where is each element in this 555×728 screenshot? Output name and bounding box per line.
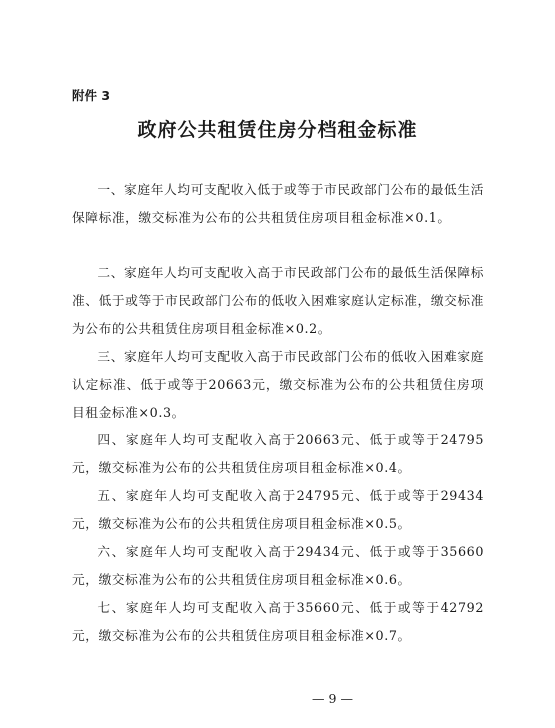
paragraph-4: 四、家庭年人均可支配收入高于20663元、低于或等于24795元，缴交标准为公布的公共租赁住房项目租金标准×0.4。: [72, 432, 484, 475]
paragraph-6: 六、家庭年人均可支配收入高于29434元、低于或等于35660元，缴交标准为公布的公共租赁住房项目租金标准×0.6。: [72, 544, 484, 587]
paragraph-2: 二、家庭年人均可支配收入高于市民政部门公布的最低生活保障标准、低于或等于市民政部门公布的低收入困难家庭认定标准，缴交标准为公布的公共租赁住房项目租金标准×0.2。: [72, 265, 484, 336]
paragraph-3: 三、家庭年人均可支配收入高于市民政部门公布的低收入困难家庭认定标准、低于或等于20663元，缴交标准为公布的公共租赁住房项目租金标准×0.3。: [72, 349, 484, 420]
paragraph-5: 五、家庭年人均可支配收入高于24795元、低于或等于29434元，缴交标准为公布的公共租赁住房项目租金标准×0.5。: [72, 488, 484, 531]
paragraph-1: 一、家庭年人均可支配收入低于或等于市民政部门公布的最低生活保障标准，缴交标准为公布的公共租赁住房项目租金标准×0.1。: [72, 182, 484, 225]
paragraph-7: 七、家庭年人均可支配收入高于35660元、低于或等于42792元，缴交标准为公布的公共租赁住房项目租金标准×0.7。: [72, 600, 484, 643]
attachment-label: 附件 3: [72, 88, 111, 103]
page-number: — 9 —: [312, 691, 353, 706]
page-title: 政府公共租赁住房分档租金标准: [137, 119, 418, 141]
